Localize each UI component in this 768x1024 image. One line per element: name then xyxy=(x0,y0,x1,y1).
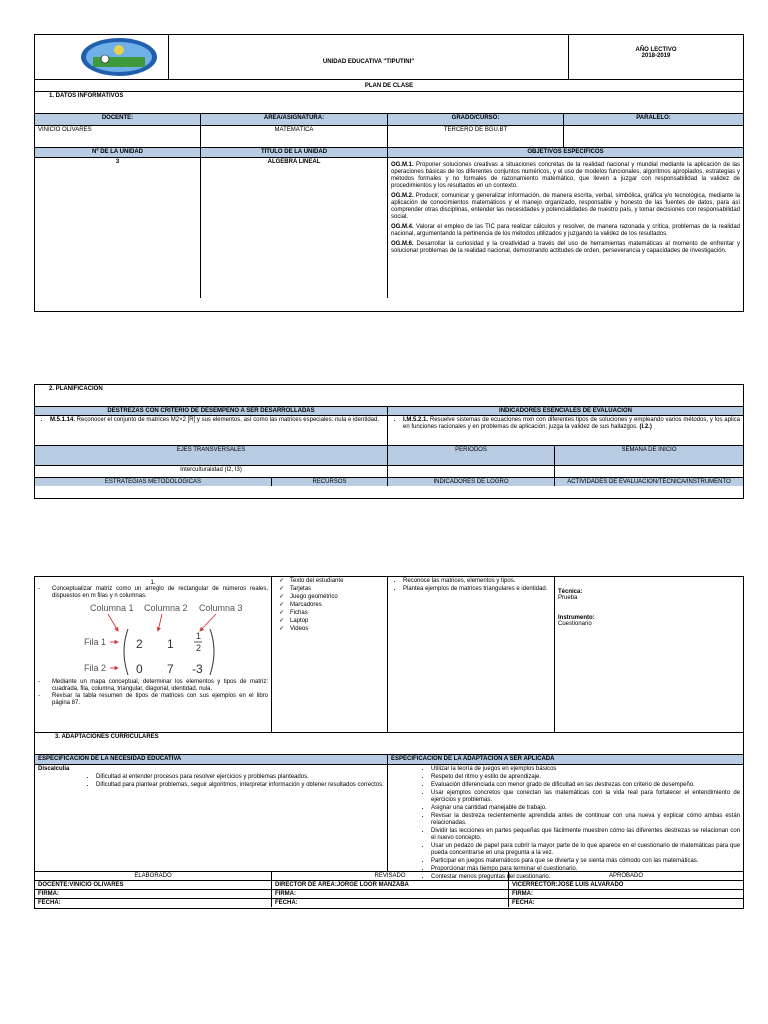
grado-value: TERCERO DE BGU.BT xyxy=(388,126,564,147)
instrumento-value: Cuestionario xyxy=(558,621,592,627)
unidad-header-row xyxy=(35,148,743,158)
matrix-entry: 1 xyxy=(196,631,202,641)
col-destrezas: DESTREZAS CON CRITERIO DE DESEMPEÑO A SER DESARROLLADAS xyxy=(35,407,388,415)
adaptacion-item: • Respeto del ritmo y estilo de aprendizaje. xyxy=(431,774,740,781)
datos-header-row xyxy=(35,114,743,126)
vicerrector-firma: VICERRECTOR:JOSÉ LUIS ALVARADO xyxy=(512,882,624,888)
column-label: Columna 2 xyxy=(144,603,188,613)
firma-label: FIRMA: xyxy=(35,890,272,898)
destreza-cell xyxy=(35,416,388,445)
school-name: UNIDAD EDUCATIVA "TIPUTINI" xyxy=(169,35,569,79)
col-periodos: PERÍODOS xyxy=(388,446,555,465)
recursos-cell xyxy=(272,577,388,732)
planificacion-table xyxy=(34,384,744,499)
fecha-label: FECHA: xyxy=(272,899,509,907)
ejes-value-row xyxy=(35,466,743,478)
year-value: 2018-2019 xyxy=(641,53,671,59)
recurso-item: ✓ Juego geométrico xyxy=(279,594,384,601)
area-value: MATEMÁTICA xyxy=(201,126,388,147)
actividades-row xyxy=(35,577,743,733)
col-adaptacion: ESPECIFICACIÓN DE LA ADAPTACIÓN A SER APLICADA xyxy=(388,755,743,764)
unidad-value: 3 xyxy=(35,158,201,298)
row-label: Fila 1 xyxy=(84,637,107,647)
section-datos-title: 1. DATOS INFORMATIVOS xyxy=(35,92,743,114)
matrix-entry: 0 xyxy=(136,662,143,676)
objetivo: OG.M.6. Desarrollar la curiosidad y la creatividad a través del uso de herramientas matemáticas al momento de enfrentar y solucionar problemas de la realidad nacional, demostrando actitudes de orden, perseverancia y capacidades de investigación. xyxy=(391,241,740,254)
matrix-entry: 2 xyxy=(136,637,143,651)
adaptacion-item: • Dividir las lecciones en partes pequeñas que fácilmente muestren cómo las diferentes destrezas se relacionan con el nuevo concepto. xyxy=(431,828,740,842)
evaluacion-cell xyxy=(555,577,743,732)
col-grado: GRADO/CURSO: xyxy=(388,114,564,125)
col-paralelo: PARALELO: xyxy=(564,114,743,125)
adaptacion-item: • Asignar una cantidad manejable de trabajo. xyxy=(431,805,740,812)
col-ejes: EJES TRANSVERSALES xyxy=(35,446,388,465)
adaptacion-item: • Participar en juegos matemáticos para que se divierta y se sienta más cómodo con las matemáticas. xyxy=(431,858,740,865)
col-area: ÁREA/ASIGNATURA: xyxy=(201,114,388,125)
adaptacion-item: • Contestar menos preguntas del cuestionario. xyxy=(431,874,740,881)
col-semana: SEMANA DE INICIO xyxy=(555,446,743,465)
periodos-value xyxy=(388,466,555,477)
actividades-table xyxy=(34,576,744,909)
paralelo-value xyxy=(564,126,743,147)
col-recursos: RECURSOS xyxy=(272,478,388,486)
header-row xyxy=(35,35,743,80)
adaptacion-item: • Usar un pedazo de papel para cubrir la mayor parte de lo que aparece en el cuestionario de matemáticas para que pueda concentrarse en una pregunta a la vez. xyxy=(431,843,740,857)
section-planificacion-title: 2. PLANIFICACIÓN xyxy=(35,385,743,407)
matrix-diagram xyxy=(44,601,244,677)
objetivos-list xyxy=(388,158,743,298)
firma-label: FIRMA: xyxy=(272,890,509,898)
firmas-names-row xyxy=(35,881,743,890)
adaptacion-item: • Utilizar la teoría de juegos en ejemplos básicos xyxy=(431,766,740,773)
tecnica-value: Prueba xyxy=(558,595,578,601)
col-objetivos: OBJETIVOS ESPECÍFICOS xyxy=(388,148,743,157)
destreza-item: • M.5.1.14. Reconocer el conjunto de matrices M2×2 [R] y sus elementos, así como las matrices especiales: nula e identidad. xyxy=(50,417,384,424)
activity-number: 1. xyxy=(150,580,156,586)
recurso-item: ✓ Fichas xyxy=(279,610,384,617)
recurso-item: ✓ Texto del estudiante xyxy=(279,578,384,585)
fecha-label: FECHA: xyxy=(512,900,535,906)
logo-cell xyxy=(35,35,169,79)
docente-firma: DOCENTE:VINICIO OLIVARES xyxy=(35,881,272,889)
director-firma: DIRECTOR DE ÁREA:JORGE LOOR MANZABA xyxy=(272,881,509,889)
semana-value xyxy=(555,466,743,477)
adaptacion-item: • Usar ejemplos concretos que conectan las matemáticas con la vida real para fortalecer el entendimiento de ejercicios y problemas. xyxy=(431,790,740,804)
destrezas-header-row xyxy=(35,407,743,416)
indicador-item: • I.M.5.2.1. Resuelve sistemas de ecuaciones mxn con diferentes tipos de soluciones y empleando varios métodos, y los aplica en funciones racionales y en problemas de aplicación; juzga la validez de sus hallazgos. (I.2.) xyxy=(403,417,740,431)
objetivo: OG.M.1. Proponer soluciones creativas a situaciones concretas de la realidad nacional y mundial mediante la aplicación de las operaciones básicas de los diferentes conjuntos numéricos, y el uso de modelos funcionales, algoritmos apropiados, estrategias y métodos formales y no formales de razonamiento matemático, que lleven a juzgar con responsabilidad la validez de procedimientos y los resultados en un contexto. xyxy=(391,162,740,189)
adaptacion-item: • Proporcionar más tiempo para terminar el cuestionario. xyxy=(431,866,740,873)
indicador-cell xyxy=(388,416,743,445)
estrategias-cell xyxy=(35,577,272,732)
tecnica-label: Técnica: xyxy=(558,589,583,595)
adaptacion-item: • Evaluación diferenciada con menor grado de dificultad en las destrezas con criterio de desempeño. xyxy=(431,782,740,789)
firmas-fecha-row xyxy=(35,899,743,907)
col-unidad: Nº DE LA UNIDAD xyxy=(35,148,201,157)
col-elaborado: ELABORADO xyxy=(35,872,272,880)
unidad-value-row xyxy=(35,158,743,298)
recurso-item: ✓ Marcadores xyxy=(279,602,384,609)
activity-item: - Revisar la tabla resumen de tipos de matrices con sus ejemplos en el libro página 87. xyxy=(38,693,268,706)
logros-cell xyxy=(388,577,555,732)
logro-item: • Plantea ejemplos de matrices triangulares e identidad. xyxy=(403,586,551,593)
objetivo: OG.M.4. Valorar el empleo de las TIC para realizar cálculos y resolver, de manera razonada y crítica, problemas de la realidad nacional, argumentando la pertinencia de los métodos utilizados y juzgando la validez de los resultados. xyxy=(391,224,740,237)
col-revisado: REVISADO xyxy=(272,872,509,880)
activity-item: - Mediante un mapa conceptual, determinar los elementos y tipos de matriz: cuadrada, fila, columna, triangular, diagonal, identidad, nula. xyxy=(38,679,268,692)
firmas-header-row xyxy=(35,872,743,881)
instrumento-label: Instrumento: xyxy=(558,615,595,621)
activity-item-1: - Conceptualizar matriz como un arreglo de rectangular de números reales, dispuestos en m filas y n columnas. xyxy=(38,586,268,599)
firmas-firma-row xyxy=(35,890,743,899)
school-year xyxy=(569,35,743,79)
necesidad-item: • Dificultad al entender procesos para resolver ejercicios y problemas planteados. xyxy=(96,774,384,781)
matrix-entry: 2 xyxy=(196,643,202,653)
recurso-item: ✓ Laptop xyxy=(279,618,384,625)
recurso-item: ✓ Tarjetas xyxy=(279,586,384,593)
school-logo-icon xyxy=(79,37,159,77)
adaptaciones-header-row xyxy=(35,755,743,765)
logro-item: • Reconoce las matrices, elementos y tipos. xyxy=(403,578,551,585)
fecha-label: FECHA: xyxy=(35,899,272,907)
col-docente: DOCENTE: xyxy=(35,114,201,125)
docente-value: VINICIO OLIVARES xyxy=(35,126,201,147)
col-indicadores: INDICADORES ESENCIALES DE EVALUACIÓN xyxy=(388,407,743,415)
ejes-header-row xyxy=(35,446,743,466)
col-necesidad: ESPECIFICACIÓN DE LA NECESIDAD EDUCATIVA xyxy=(35,755,388,764)
matrix-entry: -3 xyxy=(192,662,203,676)
titulo-value: ALGEBRA LINEAL xyxy=(201,158,388,298)
col-titulo: TÍTULO DE LA UNIDAD xyxy=(201,148,388,157)
recurso-item: ✓ Videos xyxy=(279,626,384,633)
column-label: Columna 3 xyxy=(199,603,243,613)
estrategias-header-row xyxy=(35,478,743,486)
col-logro: INDICADORES DE LOGRO xyxy=(388,478,555,486)
year-label: AÑO LECTIVO xyxy=(635,47,677,53)
header-table xyxy=(34,34,744,312)
matrix-entry: 1 xyxy=(167,637,174,651)
matrix-entry: 7 xyxy=(167,662,174,676)
section-adaptaciones-title: 3. ADAPTACIONES CURRICULARES xyxy=(35,733,743,755)
objetivo: OG.M.2. Producir, comunicar y generalizar información, de manera escrita, verbal, simbólica, gráfica y/o tecnológica, mediante la aplicación de conocimientos matemáticos y el manejo organizado, responsable y honesto de las fuentes de datos, para así comprender otras disciplinas, entender las necesidades y potencialidades de nuestro país, y tomar decisiones con responsabilidad social. xyxy=(391,193,740,220)
plan-title: PLAN DE CLASE xyxy=(35,80,743,92)
col-estrategias: ESTRATEGIAS METODOLÓGICAS xyxy=(35,478,272,486)
firma-label: FIRMA: xyxy=(512,891,533,897)
necesidad-cell xyxy=(35,765,388,871)
row-label: Fila 2 xyxy=(84,663,107,673)
necesidad-title: Discalculia xyxy=(38,766,70,772)
destrezas-row xyxy=(35,416,743,446)
datos-value-row xyxy=(35,126,743,148)
necesidad-item: • Dificultad para plantear problemas, seguir algoritmos, interpretar información y obtener resultados correctos. xyxy=(96,782,384,789)
adaptacion-item: • Revisar la destreza recientemente aprendida antes de continuar con una nueva y explicar cómo ambas están relacionadas. xyxy=(431,813,740,827)
col-aprobado: APROBADO xyxy=(608,873,643,879)
column-label: Columna 1 xyxy=(90,603,134,613)
ejes-value: Interculturalidad (I2, I3) xyxy=(35,466,388,477)
col-actividades: ACTIVIDADES DE EVALUACIÓN/TÉCNICA/INSTRUMENTO xyxy=(555,478,743,486)
